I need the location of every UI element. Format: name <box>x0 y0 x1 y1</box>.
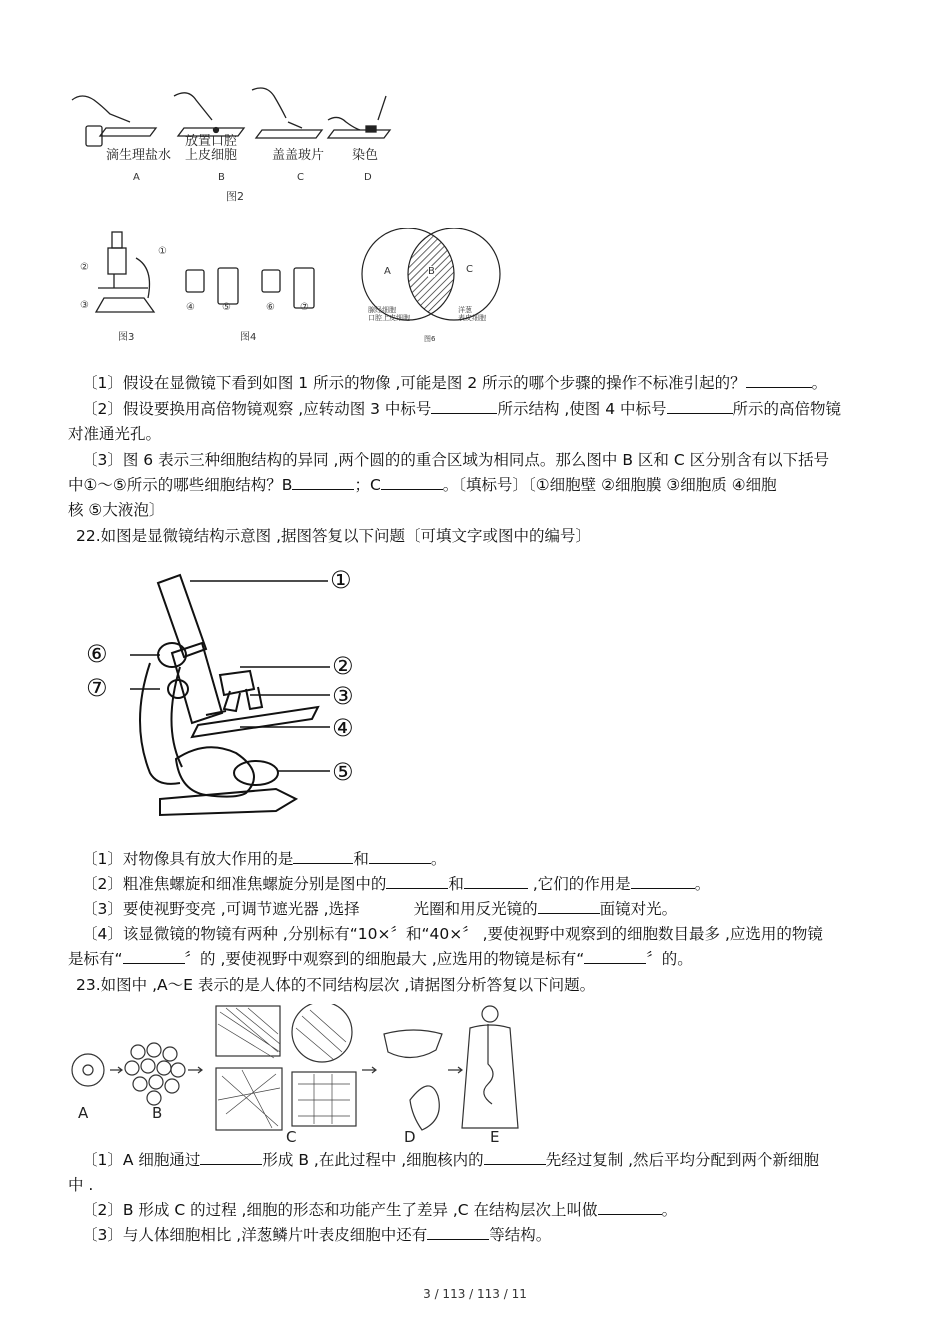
q22-part2-blank-3[interactable] <box>631 874 695 889</box>
q22-part1-text-c: 。 <box>430 850 447 868</box>
q22-part3-text-b: 光圈和用反光镜的 <box>413 900 538 918</box>
q22-part1-blank-2[interactable] <box>369 849 431 864</box>
q22-part2-text-c: ,它们的作用是 <box>527 875 631 893</box>
fig6-label-c: C <box>466 264 473 275</box>
q23-part1-blank-2[interactable] <box>484 1150 546 1165</box>
q22-part3-text-a: 〔3〕要使视野变亮 ,可调节遮光器 ,选择 <box>82 900 360 918</box>
q21-part2 <box>82 398 841 420</box>
fig3-mark-3: ③ <box>80 300 89 311</box>
q23-part1-blank-1[interactable] <box>200 1150 262 1165</box>
q23-part1 <box>82 1149 819 1171</box>
fig2-step-b-line2: 上皮细胞 <box>185 148 238 163</box>
levels-label-c: C <box>286 1128 297 1146</box>
fig6-left-label-line2: 口腔上皮细胞 <box>368 314 410 322</box>
q22-title: 22.如图是显微镜结构示意图 ,据图答复以下问题〔可填文字或图中的编号〕 <box>76 527 592 545</box>
q21-part2-text-a: 〔2〕假设要换用高倍物镜观察 ,应转动图 3 中标号 <box>82 400 432 418</box>
fig2-step-b-label <box>185 135 237 163</box>
fig2-letter-c: C <box>297 172 304 183</box>
fig6-caption: 图6 <box>424 335 436 343</box>
q22-part1 <box>82 848 446 870</box>
microscope-mark-3: ③ <box>332 682 354 710</box>
q21-part2-blank-1[interactable] <box>431 399 497 414</box>
fig2-letter-a: A <box>133 172 140 183</box>
levels-label-a: A <box>78 1104 89 1122</box>
q21-part1-text: 〔1〕假设在显微镜下看到如图 1 所示的物像 ,可能是图 2 所示的哪个步骤的操作不标准引起的？ <box>82 374 746 392</box>
q22-part2 <box>82 873 710 895</box>
q22-part4-blank-2[interactable] <box>584 949 646 964</box>
q22-part2-text-a: 〔2〕粗准焦螺旋和细准焦螺旋分别是图中的 <box>82 875 387 893</box>
q21-part1-blank[interactable] <box>746 373 812 388</box>
q22-part4-line2 <box>68 948 693 970</box>
fig4-mark-5: ⑤ <box>222 302 231 313</box>
q22-part1-text-b: 和 <box>353 850 369 868</box>
q23-part1-text-c: 先经过复制 ,然后平均分配到两个新细胞 <box>545 1151 820 1169</box>
fig2-letter-b: B <box>218 172 225 183</box>
structure-levels-drawing <box>66 1004 536 1134</box>
q23-part3-text-b: 等结构。 <box>489 1226 552 1244</box>
q22-part3 <box>82 898 677 920</box>
q23-part2 <box>82 1199 677 1221</box>
q21-part3-text-b: 中①～⑤所示的哪些细胞结构？B <box>68 476 293 494</box>
q21-part3-line3: 核 ⑤大液泡〕 <box>68 501 165 519</box>
fig2-letter-d: D <box>364 172 372 183</box>
q21-part1 <box>82 372 827 394</box>
q21-part2-cont: 对准通光孔。 <box>68 425 162 443</box>
q23-part3 <box>82 1224 551 1246</box>
q23-part3-text-a: 〔3〕与人体细胞相比 ,洋葱鳞片叶表皮细胞中还有 <box>82 1226 428 1244</box>
q22-part1-blank-1[interactable] <box>293 849 353 864</box>
fig2-caption: 图2 <box>226 190 244 203</box>
fig4-mark-6: ⑥ <box>266 302 275 313</box>
q21-part2-text-c: 所示的高倍物镜 <box>732 400 842 418</box>
fig6-left-label <box>368 306 410 322</box>
q23-part1-line2: 中 . <box>68 1176 94 1194</box>
q21-part3: 〔3〕图 6 表示三种细胞结构的异同 ,两个圆的的重合区域为相同点。那么图中 B 区和 C 区分别含有以下括号 <box>82 451 830 469</box>
q22-part4-text-d: 〞的。 <box>646 950 693 968</box>
microscope-mark-1: ① <box>330 566 352 594</box>
q22-part4-text-b: 是标有“ <box>68 950 123 968</box>
fig6-right-label-line2: 表皮细胞 <box>458 314 486 322</box>
q22-part2-text-d: 。 <box>694 875 711 893</box>
microscope-mark-6: ⑥ <box>86 640 108 668</box>
fig4-mark-4: ④ <box>186 302 195 313</box>
q23-part2-text-b: 。 <box>661 1201 678 1219</box>
q21-part3-blank-c[interactable] <box>381 475 443 490</box>
q23-part2-text-a: 〔2〕B 形成 C 的过程 ,细胞的形态和功能产生了差异 ,C 在结构层次上叫做 <box>82 1201 598 1219</box>
q22-part2-blank-2[interactable] <box>464 874 528 889</box>
q23-part2-blank[interactable] <box>598 1200 662 1215</box>
microscope-mark-5: ⑤ <box>332 758 354 786</box>
levels-label-b: B <box>152 1104 163 1122</box>
microscope-mark-4: ④ <box>332 714 354 742</box>
fig3-caption: 图3 <box>118 332 135 343</box>
fig2-step-a-label: 滴生理盐水 <box>106 148 172 163</box>
figure-3-microscope-drawing <box>84 228 164 328</box>
fig6-left-label-line1: 腺经细胞 <box>368 306 396 314</box>
fig6-right-label <box>458 306 486 322</box>
q22-part2-text-b: 和 <box>448 875 464 893</box>
q22-part3-blank[interactable] <box>538 899 600 914</box>
q22-part2-blank-1[interactable] <box>386 874 448 889</box>
fig6-label-b: B <box>428 266 435 277</box>
microscope-mark-7: ⑦ <box>86 674 108 702</box>
q23-part3-blank[interactable] <box>427 1225 489 1240</box>
q21-part3-text-d: 。〔填标号〕〔①细胞壁 ②细胞膜 ③细胞质 ④细胞 <box>442 476 777 494</box>
q21-part2-blank-2[interactable] <box>667 399 733 414</box>
q22-part1-text-a: 〔1〕对物像具有放大作用的是 <box>82 850 294 868</box>
q21-part3-text-c: ；C <box>354 476 381 494</box>
fig4-mark-7: ⑦ <box>300 302 309 313</box>
q21-part2-text-b: 所示结构 ,使图 4 中标号 <box>497 400 667 418</box>
fig6-label-a: A <box>384 266 391 277</box>
q23-part1-text-a: 〔1〕A 细胞通过 <box>82 1151 201 1169</box>
fig3-mark-1: ① <box>158 246 167 257</box>
q21-part1-end: 。 <box>811 374 828 392</box>
q21-part3-line2 <box>68 474 777 496</box>
q22-part3-text-c: 面镜对光。 <box>599 900 678 918</box>
q23-part1-text-b: 形成 B ,在此过程中 ,细胞核内的 <box>262 1151 484 1169</box>
fig4-caption: 图4 <box>240 332 257 343</box>
fig2-step-b-line1: 放置口腔 <box>185 134 238 149</box>
q22-part4-text-c: 〞的 ,要使视野中观察到的细胞最大 ,应选用的物镜是标有“ <box>184 950 585 968</box>
microscope-mark-2: ② <box>332 652 354 680</box>
levels-label-d: D <box>404 1128 416 1146</box>
fig2-step-d-label: 染色 <box>352 148 379 163</box>
q21-part3-blank-b[interactable] <box>292 475 354 490</box>
page-number: 3 / 113 / 113 / 11 <box>423 1287 527 1301</box>
fig2-step-c-label: 盖盖玻片 <box>272 148 325 163</box>
q22-part4: 〔4〕该显微镜的物镜有两种 ,分别标有“10×〞和“40×〞 ,要使视野中观察到的细胞数目最多 ,应选用的物镜 <box>82 925 823 943</box>
fig6-right-label-line1: 洋葱 <box>458 306 472 314</box>
q22-part4-blank-1[interactable] <box>123 949 185 964</box>
fig3-mark-2: ② <box>80 262 89 273</box>
q23-title: 23.如图中 ,A～E 表示的是人体的不同结构层次 ,请据图分析答复以下问题。 <box>76 976 596 994</box>
levels-label-e: E <box>490 1128 500 1146</box>
